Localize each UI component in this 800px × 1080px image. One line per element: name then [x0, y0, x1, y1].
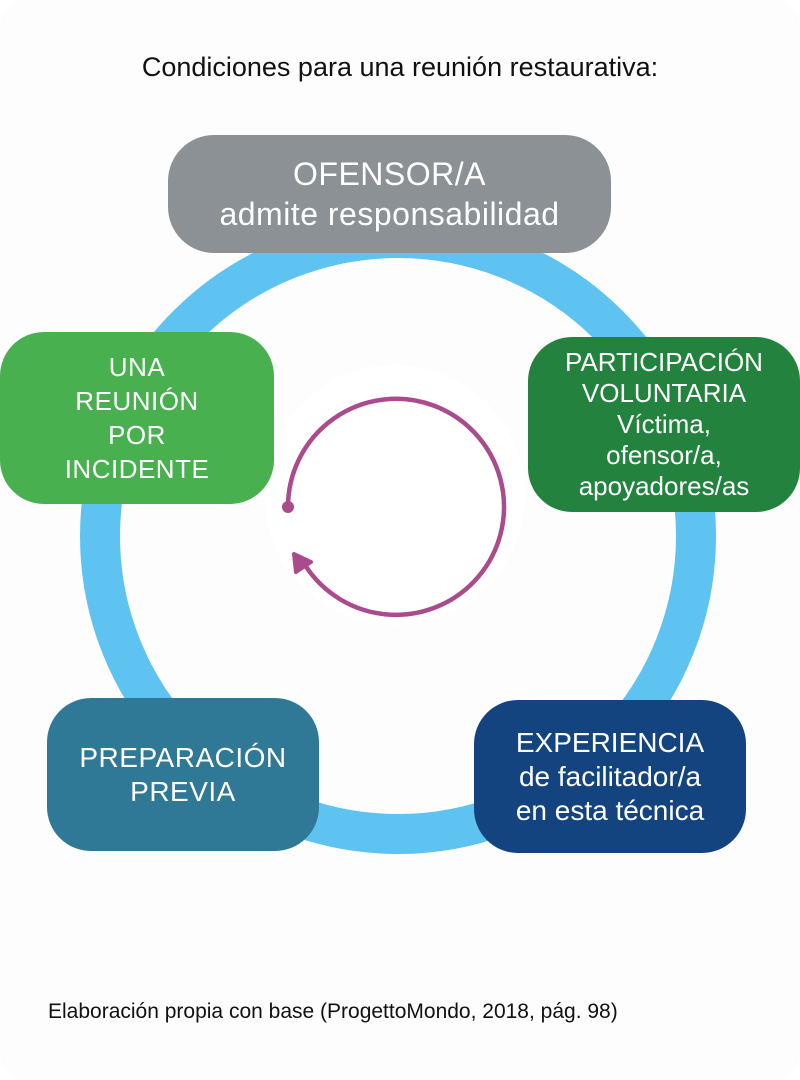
condition-voluntary-line5: apoyadores/as	[578, 471, 750, 501]
condition-voluntary-line1: PARTICIPACIÓN	[565, 347, 763, 377]
condition-experience-line1: EXPERIENCIA	[515, 726, 705, 758]
condition-offender-box	[168, 135, 611, 253]
condition-offender-title: OFENSOR/A	[293, 156, 486, 192]
condition-one-meeting-box	[0, 332, 274, 504]
condition-one-meeting-line4: INCIDENTE	[64, 454, 210, 484]
condition-one-meeting-line1: UNA	[108, 352, 166, 382]
condition-voluntary-line3: Víctima,	[617, 409, 711, 439]
condition-voluntary-box	[528, 337, 800, 512]
page-title: Condiciones para una reunión restaurativa:	[141, 52, 659, 82]
center-glow	[265, 365, 525, 625]
condition-preparation-line2: PREVIA	[130, 775, 236, 807]
condition-experience-line2: de facilitador/a	[518, 760, 702, 792]
condition-offender-subtitle: admite responsabilidad	[219, 196, 560, 232]
condition-voluntary-line4: ofensor/a,	[606, 440, 722, 470]
condition-experience-box	[474, 700, 746, 853]
condition-preparation-line1: PREPARACIÓN	[79, 741, 287, 773]
condition-one-meeting-line3: POR	[108, 420, 166, 450]
condition-voluntary-line2: VOLUNTARIA	[581, 378, 747, 408]
source-caption: Elaboración propia con base (ProgettoMondo, 2018, pág. 98)	[48, 1000, 618, 1023]
condition-preparation-box	[47, 698, 319, 851]
condition-experience-line3: en esta técnica	[515, 794, 705, 826]
condition-one-meeting-line2: REUNIÓN	[75, 386, 199, 416]
